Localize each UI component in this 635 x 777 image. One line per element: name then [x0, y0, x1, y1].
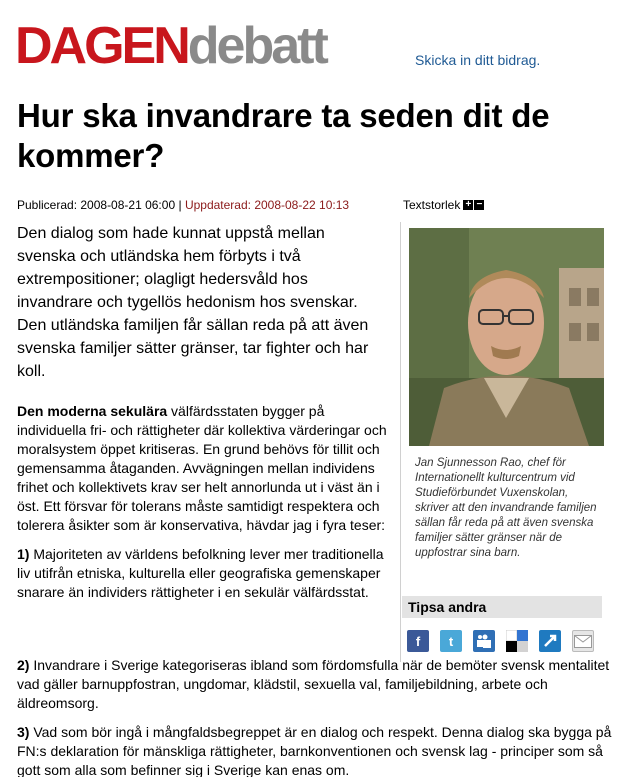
delicious-icon[interactable]	[506, 630, 528, 652]
pusha-icon[interactable]	[539, 630, 561, 652]
myspace-icon[interactable]	[473, 630, 495, 652]
textsize-control	[403, 198, 484, 212]
logo-debatt: debatt	[187, 17, 326, 75]
article-meta	[17, 198, 349, 212]
updated-date: Uppdaterad: 2008-08-22 10:13	[184, 198, 350, 212]
thesis-number: 1)	[17, 546, 30, 562]
article-body-wide	[17, 656, 617, 777]
twitter-icon[interactable]: t	[440, 630, 462, 652]
article-ingress: Den dialog som hade kunnat uppstå mellan svenska och utländska hem förbyts i två extrempositioner; olagligt hedersvåld hos invandrare och tygellös hedonism hos svenskar. Den utländska familjen får sällan reda på att även svenska familjer sätter gränser, tar fighter och har koll.	[17, 225, 369, 380]
share-heading: Tipsa andra	[402, 596, 602, 618]
thesis-number: 2)	[17, 657, 30, 673]
paragraph-text: Majoriteten av världens befolkning lever mer traditionella liv utifrån etniska, kulturella eller geografiska gemenskaper snarare än individers rättigheter i en sekulär välfärdsstat.	[17, 546, 384, 600]
textsize-label: Textstorlek	[403, 198, 461, 212]
facebook-icon[interactable]: f	[407, 630, 429, 652]
thesis-number: 3)	[17, 724, 30, 740]
thesis-paragraph	[17, 656, 617, 713]
paragraph-text: Vad som bör ingå i mångfaldsbegreppet är en dialog och respekt. Denna dialog ska bygga på FN:s deklaration för mänskliga rättigheter, barnkonventionen och svensk lag - principer som så gott som alla som befinner sig i Sverige kan enas om.	[17, 724, 612, 777]
submit-contribution-link[interactable]: Skicka in ditt bidrag.	[415, 52, 541, 68]
photo-caption: Jan Sjunnesson Rao, chef för Internationellt kulturcentrum vid Studieförbundet Vuxenskolan, skriver att den invandrande familjen sällan får reda på att även svenska familjer sätter gränser när de uppfostrar sina barn.	[415, 457, 597, 559]
author-photo	[409, 228, 604, 446]
paragraph-text: Invandrare i Sverige kategoriseras ibland som fördomsfulla när de bemöter svensk mentalitet vad gäller barnuppfostran, ungdomar, klädstil, sexuella val, familjebildning, arbete och äldreomsorg.	[17, 657, 610, 711]
body-paragraph	[17, 402, 392, 535]
author-portrait-image	[409, 228, 604, 446]
thesis-paragraph	[17, 545, 392, 602]
published-date: Publicerad: 2008-08-21 06:00	[17, 198, 176, 212]
meta-separator: |	[178, 198, 182, 212]
textsize-decrease-icon[interactable]: −	[474, 200, 484, 210]
textsize-increase-icon[interactable]: +	[463, 200, 473, 210]
masthead-logo[interactable]	[15, 18, 326, 74]
logo-dagen: DAGEN	[15, 17, 188, 75]
paragraph-lead: Den moderna sekulära	[17, 403, 168, 419]
share-icons	[407, 630, 594, 652]
article-body	[17, 402, 392, 612]
article-headline: Hur ska invandrare ta seden dit de kommer?	[17, 97, 550, 174]
thesis-paragraph	[17, 723, 617, 777]
paragraph-text: välfärdsstaten bygger på individuella fri- och rättigheter där kollektiva värderingar och moralsystem öppet kritiseras. En grund behövs för tillit och gemensamma åtaganden. Avvägningen mellan individens frihet och kollektivets krav ser helt annorlunda ut i väst än i öst. Ett försvar för tolerans måste samtidigt respektera och tolerera åsikter som är konservativa, hävdar jag i fyra teser:	[17, 403, 387, 533]
email-icon[interactable]	[572, 630, 594, 652]
